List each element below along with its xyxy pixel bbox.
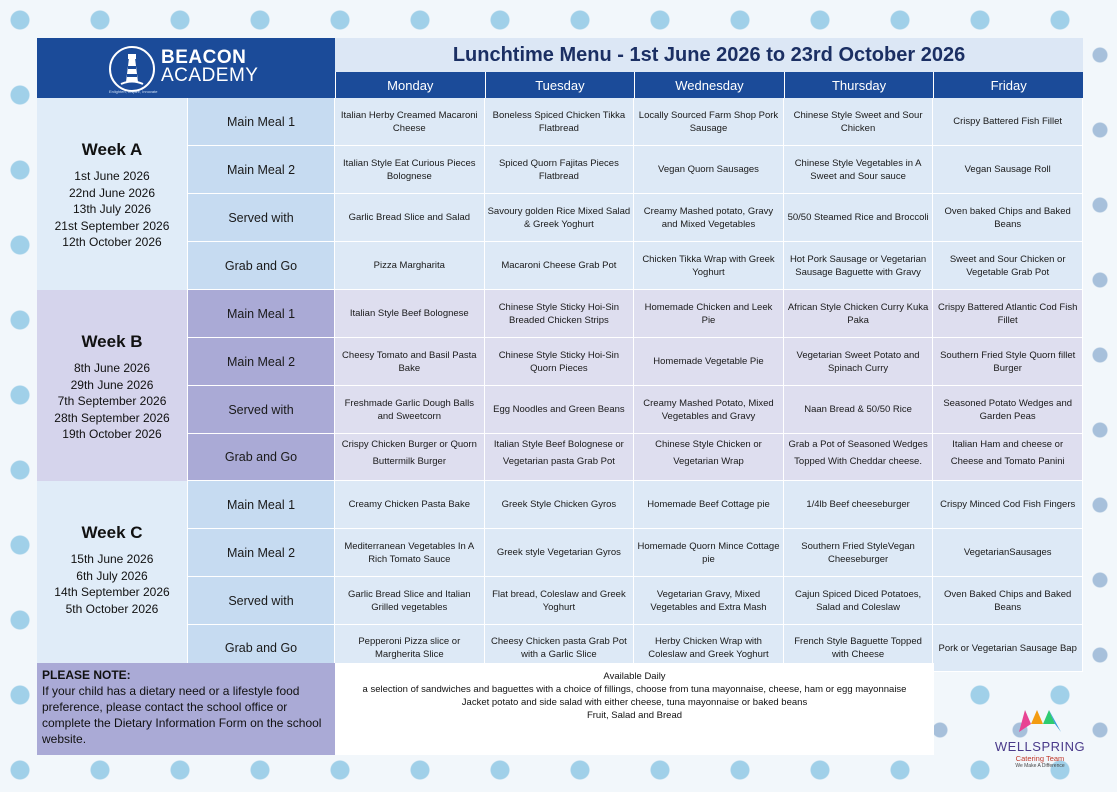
- meal-type-label: Main Meal 2: [187, 146, 335, 193]
- week-date: 22nd June 2026: [68, 185, 156, 200]
- meal-cell: 1/4lb Beef cheeseburger: [784, 481, 934, 528]
- meal-cell: Homemade Quorn Mince Cottage pie: [634, 529, 784, 576]
- meal-cell: [784, 434, 934, 480]
- week-title: Week C: [81, 523, 143, 542]
- week-block: [37, 290, 1083, 481]
- weeks-container: [37, 98, 1083, 672]
- meal-type-label: Main Meal 2: [187, 338, 335, 385]
- meal-type-label: Served with: [187, 386, 335, 433]
- meal-cell: Chinese Style Sticky Hoi-Sin Breaded Chicken Strips: [485, 290, 635, 337]
- meal-cell: [933, 434, 1083, 480]
- day-header-thursday: Thursday: [784, 72, 934, 98]
- meal-cell: Spiced Quorn Fajitas Pieces Flatbread: [485, 146, 635, 193]
- meal-type-label: Grab and Go: [187, 625, 335, 671]
- week-info: [37, 98, 187, 290]
- meal-row: [187, 146, 1083, 194]
- day-header-monday: Monday: [335, 72, 485, 98]
- week-rows: [187, 98, 1083, 290]
- week-date: 28th September 2026: [54, 410, 170, 425]
- meal-cell: Boneless Spiced Chicken Tikka Flatbread: [485, 98, 635, 145]
- meal-row: [187, 98, 1083, 146]
- meal-cell: Southern Fried Style Quorn fillet Burger: [933, 338, 1083, 385]
- caterer-logo: [990, 708, 1090, 769]
- meal-cell: Vegetarian Sweet Potato and Spinach Curry: [784, 338, 934, 385]
- meal-cell: [485, 434, 635, 480]
- caterer-tagline: We Make A Difference: [1015, 763, 1065, 769]
- meal-cell: Italian Style Beef Bolognese: [335, 290, 485, 337]
- meal-cell: Oven Baked Chips and Baked Beans: [933, 577, 1083, 624]
- menu-title: Lunchtime Menu - 1st June 2026 to 23rd October 2026: [335, 38, 1083, 72]
- meal-row: [187, 290, 1083, 338]
- week-block: [37, 481, 1083, 672]
- meal-cell: Garlic Bread Slice and Salad: [335, 194, 485, 241]
- week-date: 15th June 2026: [70, 552, 154, 566]
- meal-row: [187, 434, 1083, 481]
- meal-cell: Flat bread, Coleslaw and Greek Yoghurt: [485, 577, 635, 624]
- meal-text: Topped With Cheddar cheese.: [794, 456, 922, 467]
- meal-row: [187, 577, 1083, 625]
- week-date: 14th September 2026: [54, 585, 170, 599]
- meal-cell: Locally Sourced Farm Shop Pork Sausage: [634, 98, 784, 145]
- week-date: 1st June 2026: [74, 169, 150, 183]
- meal-cell: Seasoned Potato Wedges and Garden Peas: [933, 386, 1083, 433]
- meal-type-label: Served with: [187, 577, 335, 624]
- meal-cell: Creamy Mashed Potato, Mixed Vegetables and Gravy: [634, 386, 784, 433]
- meal-cell: Homemade Beef Cottage pie: [634, 481, 784, 528]
- meal-cell: Cheesy Chicken pasta Grab Pot with a Garlic Slice: [485, 625, 635, 671]
- meal-text: Italian Ham and cheese or: [952, 439, 1064, 450]
- meal-cell: Chicken Tikka Wrap with Greek Yoghurt: [634, 242, 784, 289]
- daily-line: Fruit, Salad and Bread: [586, 710, 683, 721]
- meal-text: Buttermilk Burger: [372, 456, 446, 467]
- meal-cell: Chinese Style Vegetables in A Sweet and Sour sauce: [784, 146, 934, 193]
- meal-cell: Freshmade Garlic Dough Balls and Sweetcorn: [335, 386, 485, 433]
- week-date: 7th September 2026: [57, 394, 167, 408]
- meal-cell: Pork or Vegetarian Sausage Bap: [933, 625, 1083, 671]
- week-title: Week B: [81, 332, 143, 351]
- meal-cell: Greek Style Chicken Gyros: [485, 481, 635, 528]
- daily-title: Available Daily: [603, 671, 666, 682]
- week-date: 19th October 2026: [62, 427, 162, 441]
- day-headers: [335, 72, 1083, 98]
- meal-cell: Crispy Battered Atlantic Cod Fish Fillet: [933, 290, 1083, 337]
- daily-line: Jacket potato and side salad with either cheese, tuna mayonnaise or baked beans: [461, 697, 808, 708]
- week-date: 8th June 2026: [73, 361, 151, 375]
- meal-cell: Italian Herby Creamed Macaroni Cheese: [335, 98, 485, 145]
- week-date: 5th October 2026: [65, 601, 159, 616]
- meal-type-label: Main Meal 1: [187, 98, 335, 145]
- week-info: [37, 290, 187, 481]
- meal-cell: [634, 434, 784, 480]
- meal-cell: Crispy Minced Cod Fish Fingers: [933, 481, 1083, 528]
- menu-sheet: [37, 38, 1083, 672]
- meal-row: [187, 386, 1083, 434]
- meal-cell: Southern Fried StyleVegan Cheeseburger: [784, 529, 934, 576]
- meal-cell: Savoury golden Rice Mixed Salad & Greek Yoghurt: [485, 194, 635, 241]
- meal-text: Vegetarian pasta Grab Pot: [502, 456, 615, 467]
- note-text: If your child has a dietary need or a lifestyle food preference, please contact the school office or complete the Dietary Information Form on the school website.: [42, 684, 322, 746]
- meal-row: [187, 481, 1083, 529]
- meal-cell: Sweet and Sour Chicken or Vegetable Grab Pot: [933, 242, 1083, 289]
- meal-type-label: Main Meal 2: [187, 529, 335, 576]
- week-date: 29th June 2026: [70, 377, 154, 392]
- note-title: PLEASE NOTE:: [42, 668, 131, 682]
- wellspring-icon: [1017, 708, 1063, 734]
- meal-cell: Chinese Style Sweet and Sour Chicken: [784, 98, 934, 145]
- meal-row: [187, 242, 1083, 290]
- meal-cell: Vegan Sausage Roll: [933, 146, 1083, 193]
- school-logo: [37, 38, 335, 98]
- meal-cell: Oven baked Chips and Baked Beans: [933, 194, 1083, 241]
- meal-cell: Vegan Quorn Sausages: [634, 146, 784, 193]
- meal-text: Cheese and Tomato Panini: [950, 456, 1065, 467]
- day-header-tuesday: Tuesday: [485, 72, 635, 98]
- logo-name: BEACON: [161, 47, 247, 68]
- meal-row: [187, 338, 1083, 386]
- day-header-friday: Friday: [933, 72, 1083, 98]
- meal-type-label: Main Meal 1: [187, 481, 335, 528]
- week-info: [37, 481, 187, 672]
- meal-cell: VegetarianSausages: [933, 529, 1083, 576]
- meal-cell: Homemade Vegetable Pie: [634, 338, 784, 385]
- daily-line: a selection of sandwiches and baguettes with a choice of fillings, choose from tuna mayonnaise, cheese, ham or egg mayonnaise: [362, 684, 907, 695]
- caterer-name: WELLSPRING: [994, 739, 1086, 754]
- meal-type-label: Grab and Go: [187, 242, 335, 289]
- meal-type-label: Main Meal 1: [187, 290, 335, 337]
- week-date: 21st September 2026: [54, 218, 170, 233]
- meal-cell: Greek style Vegetarian Gyros: [485, 529, 635, 576]
- week-block: [37, 98, 1083, 290]
- meal-text: Vegetarian Wrap: [673, 456, 744, 467]
- meal-cell: Pizza Margharita: [335, 242, 485, 289]
- menu-header: [37, 38, 1083, 98]
- meal-cell: [335, 434, 485, 480]
- week-rows: [187, 481, 1083, 672]
- meal-cell: Cheesy Tomato and Basil Pasta Bake: [335, 338, 485, 385]
- week-title: Week A: [81, 140, 143, 159]
- meal-cell: Herby Chicken Wrap with Coleslaw and Greek Yoghurt: [634, 625, 784, 671]
- week-date: 6th July 2026: [76, 568, 148, 583]
- dietary-note: [37, 663, 335, 755]
- meal-row: [187, 194, 1083, 242]
- available-daily: [335, 663, 934, 755]
- meal-row: [187, 529, 1083, 577]
- week-rows: [187, 290, 1083, 481]
- meal-text: Grab a Pot of Seasoned Wedges: [788, 439, 928, 450]
- meal-cell: African Style Chicken Curry Kuka Paka: [784, 290, 934, 337]
- meal-cell: Creamy Chicken Pasta Bake: [335, 481, 485, 528]
- week-date: 12th October 2026: [62, 235, 162, 249]
- week-date: 13th July 2026: [72, 202, 152, 216]
- meal-cell: Crispy Battered Fish Fillet: [933, 98, 1083, 145]
- meal-text: Italian Style Beef Bolognese or: [493, 439, 624, 450]
- meal-cell: Egg Noodles and Green Beans: [485, 386, 635, 433]
- meal-cell: 50/50 Steamed Rice and Broccoli: [784, 194, 934, 241]
- meal-cell: Chinese Style Sticky Hoi-Sin Quorn Pieces: [485, 338, 635, 385]
- meal-cell: Homemade Chicken and Leek Pie: [634, 290, 784, 337]
- meal-type-label: Served with: [187, 194, 335, 241]
- meal-cell: Hot Pork Sausage or Vegetarian Sausage Baguette with Gravy: [784, 242, 934, 289]
- logo-tagline: Enlighten, Inspire, Innovate: [109, 89, 158, 94]
- meal-cell: Italian Style Eat Curious Pieces Bolognese: [335, 146, 485, 193]
- meal-type-label: Grab and Go: [187, 434, 335, 480]
- meal-text: Crispy Chicken Burger or Quorn: [341, 439, 477, 450]
- caterer-sub: Catering Team: [1015, 754, 1065, 763]
- meal-cell: French Style Baguette Topped with Cheese: [784, 625, 934, 671]
- meal-cell: Pepperoni Pizza slice or Margherita Slice: [335, 625, 485, 671]
- logo-name-2: ACADEMY: [161, 65, 259, 86]
- meal-cell: Naan Bread & 50/50 Rice: [784, 386, 934, 433]
- lighthouse-icon: [109, 46, 158, 94]
- meal-cell: Macaroni Cheese Grab Pot: [485, 242, 635, 289]
- meal-cell: Creamy Mashed potato, Gravy and Mixed Vegetables: [634, 194, 784, 241]
- meal-cell: Garlic Bread Slice and Italian Grilled vegetables: [335, 577, 485, 624]
- meal-cell: Vegetarian Gravy, Mixed Vegetables and Extra Mash: [634, 577, 784, 624]
- meal-cell: Cajun Spiced Diced Potatoes, Salad and Coleslaw: [784, 577, 934, 624]
- day-header-wednesday: Wednesday: [634, 72, 784, 98]
- title-area: [335, 38, 1083, 98]
- meal-cell: Mediterranean Vegetables In A Rich Tomato Sauce: [335, 529, 485, 576]
- meal-text: Chinese Style Chicken or: [655, 439, 762, 450]
